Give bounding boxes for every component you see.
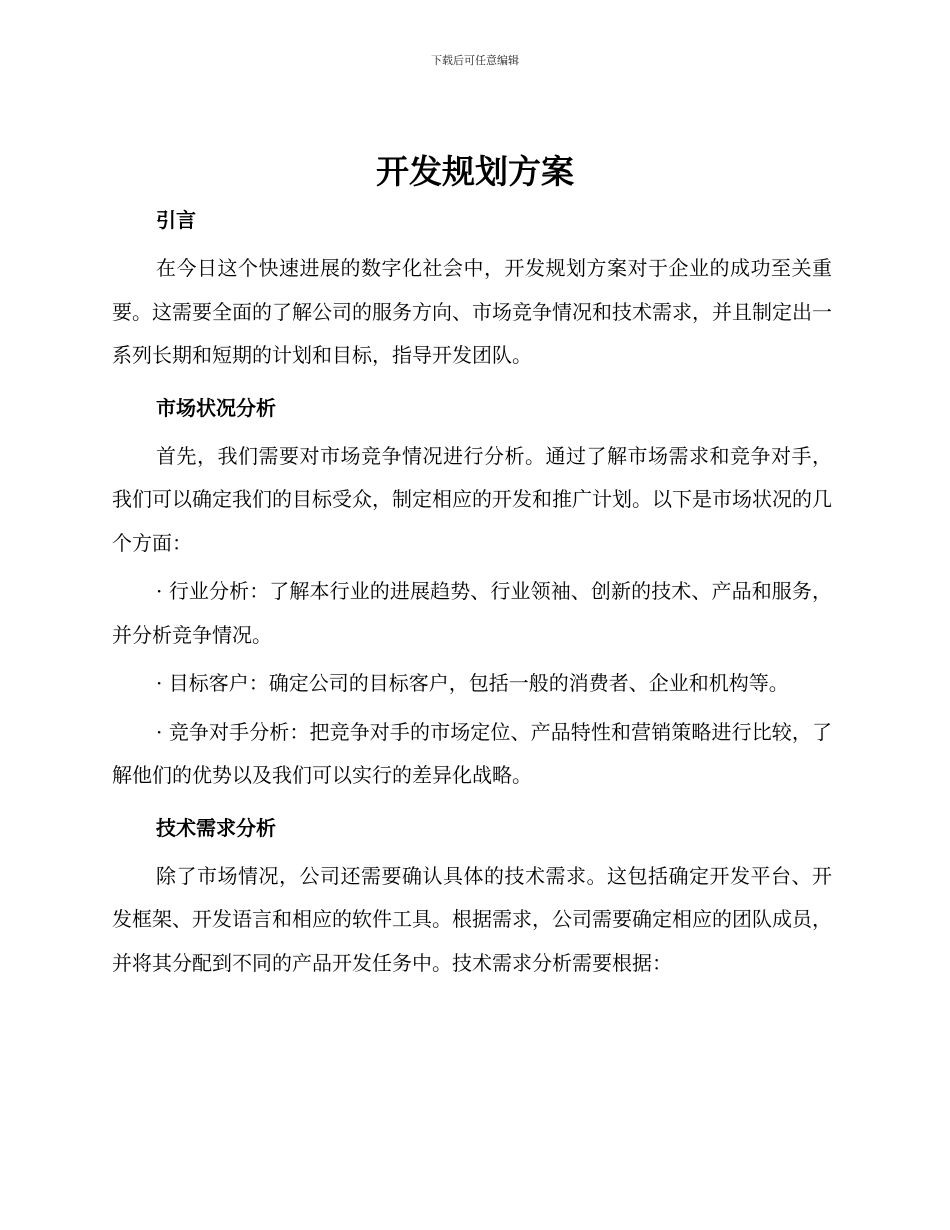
- section-heading: 技术需求分析: [156, 815, 276, 840]
- paragraph: 除了市场情况，公司还需要确认具体的技术需求。这包括确定开发平台、开发框架、开发语言和相应的软件工具。根据需求，公司需要确定相应的团队成员，并将其分配到不同的产品开发任务中。技术需求分析需要根据：: [112, 863, 832, 975]
- section-heading: 市场状况分析: [156, 395, 276, 420]
- paragraph: 在今日这个快速进展的数字化社会中，开发规划方案对于企业的成功至关重要。这需要全面的了解公司的服务方向、市场竞争情况和技术需求，并且制定出一系列长期和短期的计划和目标，指导开发团队。: [112, 256, 832, 367]
- bullet-item: · 竞争对手分析：把竞争对手的市场定位、产品特性和营销策略进行比较，了解他们的优势以及我们可以实行的差异化战略。: [112, 719, 832, 787]
- section-heading: 引言: [156, 208, 196, 232]
- bullet-item: · 目标客户：确定公司的目标客户，包括一般的消费者、企业和机构等。: [156, 671, 789, 695]
- section-technical-requirements: [112, 806, 832, 986]
- document-body: [112, 198, 832, 985]
- paragraph: 首先，我们需要对市场竞争情况进行分析。通过了解市场需求和竞争对手，我们可以确定我们的目标受众，制定相应的开发和推广计划。以下是市场状况的几个方面：: [112, 443, 832, 555]
- section-market-analysis: [112, 386, 832, 798]
- document-title: 开发规划方案: [376, 152, 574, 191]
- bullet-item: · 行业分析：了解本行业的进展趋势、行业领袖、创新的技术、产品和服务，并分析竞争情况。: [112, 579, 832, 647]
- header-note: 下载后可任意编辑: [431, 54, 519, 67]
- section-introduction: [112, 198, 832, 378]
